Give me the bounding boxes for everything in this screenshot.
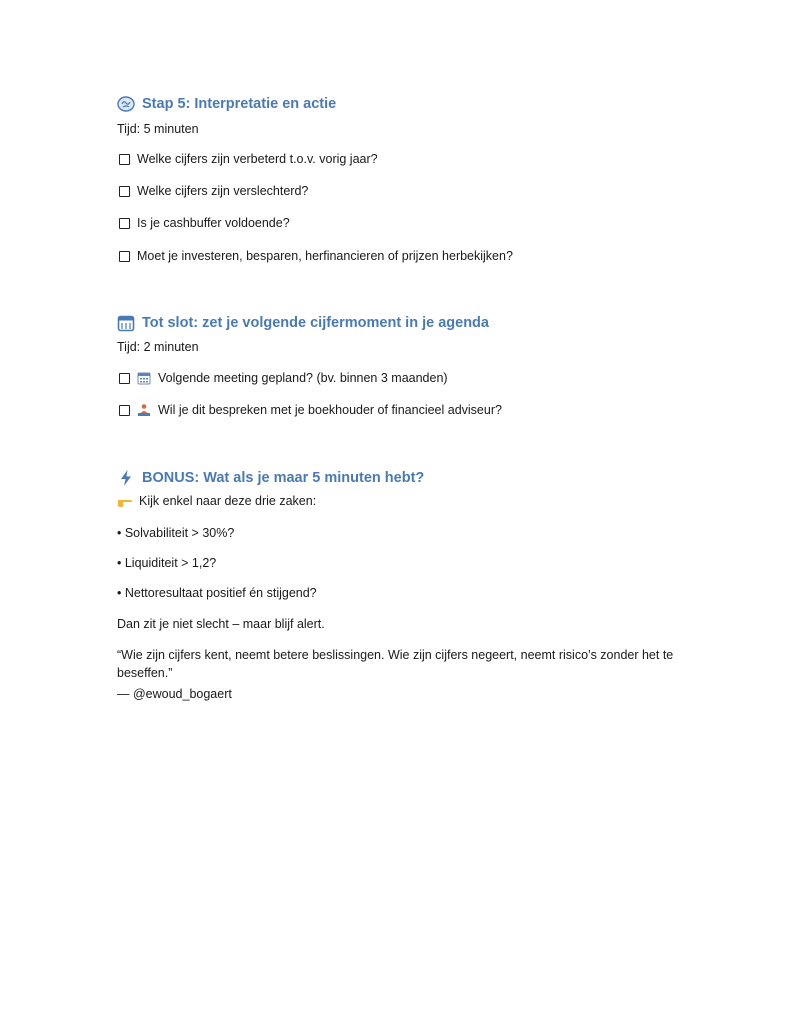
- checkbox[interactable]: [119, 218, 130, 229]
- person-at-desk-icon: [137, 403, 151, 417]
- step5-title: Stap 5: Interpretatie en actie: [142, 96, 337, 112]
- calendar-icon: [117, 314, 135, 332]
- checklist-item-label: Moet je investeren, besparen, herfinancieren of prijzen herbekijken?: [137, 249, 513, 263]
- bonus-heading: [117, 469, 424, 487]
- lightning-icon: [117, 469, 135, 487]
- bonus-intro-text: Kijk enkel naar deze drie zaken:: [139, 494, 317, 508]
- closing-title: Tot slot: zet je volgende cijfermoment in je agenda: [142, 315, 489, 331]
- checklist-item[interactable]: [119, 249, 513, 263]
- checklist-item[interactable]: [119, 216, 290, 230]
- checklist-item[interactable]: [119, 403, 502, 417]
- pointing-hand-icon: [117, 494, 133, 508]
- checkbox[interactable]: [119, 251, 130, 262]
- checkbox[interactable]: [119, 154, 130, 165]
- step5-time: Tijd: 5 minuten: [117, 122, 199, 136]
- checklist-item-label: Volgende meeting gepland? (bv. binnen 3 maanden): [158, 371, 448, 385]
- bonus-bullet: • Liquiditeit > 1,2?: [117, 556, 217, 570]
- step5-heading: [117, 95, 336, 113]
- checklist-item-label: Wil je dit bespreken met je boekhouder of financieel adviseur?: [158, 403, 502, 417]
- checklist-item[interactable]: [119, 184, 308, 198]
- checkbox[interactable]: [119, 186, 130, 197]
- checklist-item-label: Is je cashbuffer voldoende?: [137, 216, 290, 230]
- checklist-item-label: Welke cijfers zijn verslechterd?: [137, 184, 309, 198]
- brain-icon: [117, 95, 135, 113]
- checkbox[interactable]: [119, 405, 130, 416]
- bonus-intro: [117, 494, 316, 508]
- spiral-calendar-icon: [137, 371, 151, 385]
- checklist-item[interactable]: [119, 152, 378, 166]
- checkbox[interactable]: [119, 373, 130, 384]
- closing-heading: [117, 314, 489, 332]
- bonus-bullet: • Solvabiliteit > 30%?: [117, 526, 235, 540]
- quote-author: — @ewoud_bogaert: [117, 687, 232, 701]
- checklist-item-label: Welke cijfers zijn verbeterd t.o.v. vorig jaar?: [137, 152, 378, 166]
- bonus-conclusion: Dan zit je niet slecht – maar blijf alert.: [117, 617, 325, 631]
- closing-time: Tijd: 2 minuten: [117, 340, 199, 354]
- checklist-item[interactable]: [119, 371, 448, 385]
- bonus-title: BONUS: Wat als je maar 5 minuten hebt?: [142, 470, 425, 486]
- bonus-bullet: • Nettoresultaat positief én stijgend?: [117, 586, 317, 600]
- quote-text: “Wie zijn cijfers kent, neemt betere beslissingen. Wie zijn cijfers negeert, neemt risico’s zonder het te beseffen.”: [117, 648, 674, 680]
